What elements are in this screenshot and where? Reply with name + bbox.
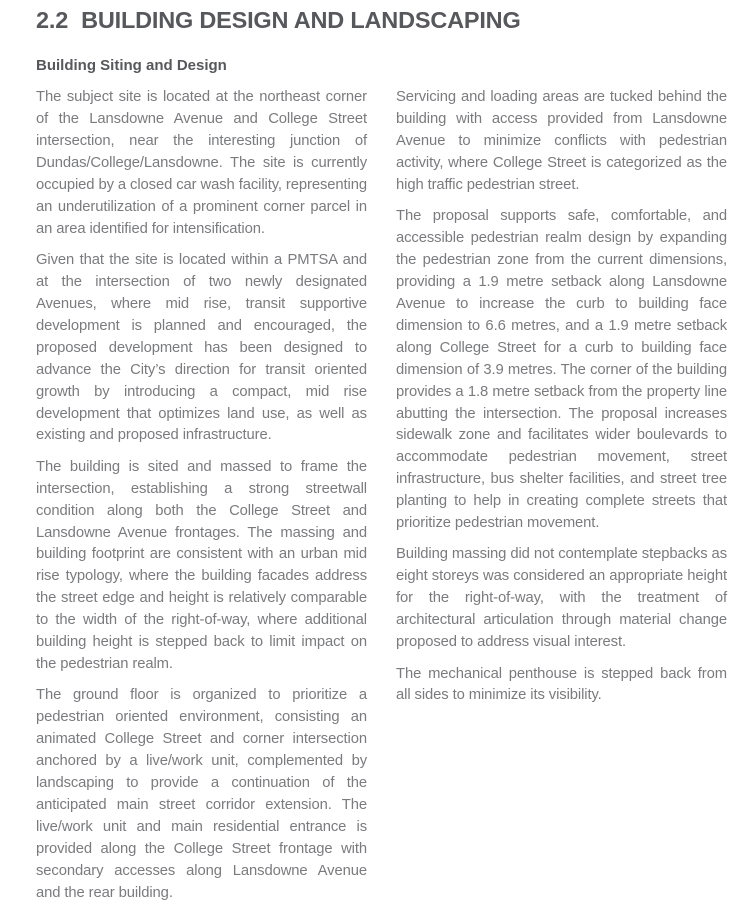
left-column [36,87,367,904]
paragraph: Given that the site is located within a PMTSA and at the intersection of two newly designated Avenues, where mid rise, transit supportive development is planned and encouraged, the proposed development has been designed to advance the City’s direction for transit oriented growth by introducing a compact, mid rise development that optimizes land use, as well as existing and proposed infrastructure. [36,252,367,444]
paragraph: The building is sited and massed to frame the intersection, establishing a strong streetwall condition along both the College Street and Lansdowne Avenue frontages. The massing and building footprint are consistent with an urban mid rise typology, where the building facades address the street edge and height is relatively comparable to the width of the right-of-way, where additional building height is stepped back to limit impact on the pedestrian realm. [36,458,367,672]
paragraph: The proposal supports safe, comfortable, and accessible pedestrian realm design by expanding the pedestrian zone from the current dimensions, providing a 1.9 metre setback along Lansdowne Avenue to increase the curb to building face dimension to 6.6 metres, and a 1.9 metre setback along College Street for a curb to building face dimension of 3.9 metres. The corner of the building provides a 1.8 metre setback from the property line abutting the intersection. The proposal increases sidewalk zone and facilitates wider boulevards to accommodate pedestrian movement, street infrastructure, bus shelter facilities, and street tree planting to help in creating complete streets that prioritize pedestrian movement. [396,208,727,532]
section-heading [36,8,727,34]
paragraph: Servicing and loading areas are tucked behind the building with access provided from Lansdowne Avenue to minimize conflicts with pedestrian activity, where College Street is categorized as the high traffic pedestrian street. [396,89,727,193]
section-title: BUILDING DESIGN AND LANDSCAPING [81,7,521,33]
paragraph: The mechanical penthouse is stepped back from all sides to minimize its visibility. [396,665,727,704]
paragraph: The subject site is located at the northeast corner of the Lansdowne Avenue and College Street intersection, near the interesting junction of Dundas/College/Lansdowne. The site is currently occupied by a closed car wash facility, representing an underutilization of a prominent corner parcel in an area identified for intensification. [36,89,367,237]
paragraph: Building massing did not contemplate stepbacks as eight storeys was considered an appropriate height for the right-of-way, with the treatment of architectural articulation through material change proposed to address visual interest. [396,546,727,651]
subheading: Building Siting and Design [36,56,227,74]
two-column-text-block [36,87,727,904]
section-number: 2.2 [36,7,69,33]
paragraph: The ground floor is organized to prioritize a pedestrian oriented environment, consisting an animated College Street and corner intersection anchored by a live/work unit, complemented by landscaping to provide a continuation of the anticipated main street corridor extension. The live/work unit and main residential entrance is provided along the College Street frontage with secondary accesses along Lansdowne Avenue and the rear building. [36,687,367,901]
right-column [396,87,727,904]
